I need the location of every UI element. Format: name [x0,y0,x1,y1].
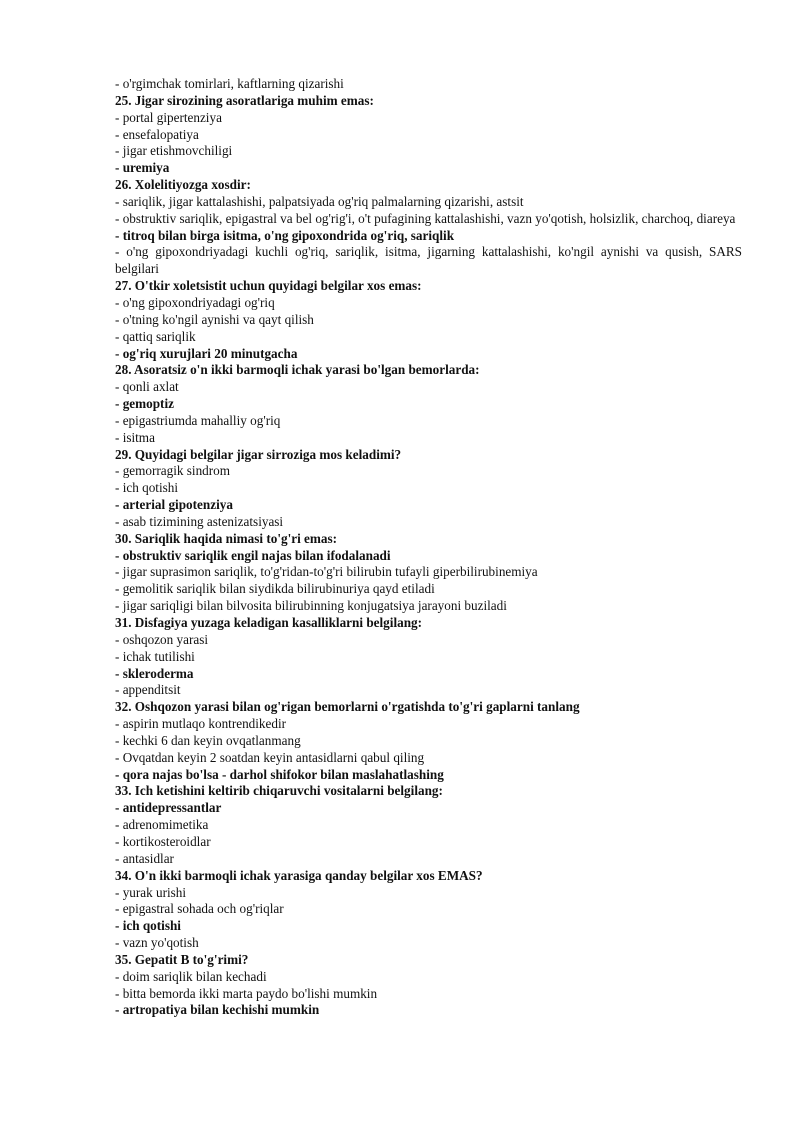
answer-option: - vazn yo'qotish [115,935,199,951]
answer-option: - adrenomimetika [115,817,209,833]
answer-option: - jigar sariqligi bilan bilvosita bilirubinning konjugatsiya jarayoni buziladi [115,598,507,614]
answer-option: - aspirin mutlaqo kontrendikedir [115,716,287,732]
answer-option: - epigastral sohada och og'riqlar [115,901,284,917]
answer-option-correct: - gemoptiz [115,396,174,412]
question-heading: 35. Gepatit B to'g'rimi? [115,951,249,967]
question-heading: 29. Quyidagi belgilar jigar sirroziga mos keladimi? [115,446,402,462]
answer-option-correct: - skleroderma [115,665,194,681]
answer-option-correct: - qora najas bo'lsa - darhol shifokor bilan maslahatlashing [115,766,444,782]
answer-option: - isitma [115,429,155,445]
question-heading: 30. Sariqlik haqida nimasi to'g'ri emas: [115,530,338,546]
answer-option-correct: - arterial gipotenziya [115,497,233,513]
answer-option-correct: - uremiya [115,160,170,176]
answer-option: - jigar suprasimon sariqlik, to'g'ridan-to'g'ri bilirubin tufayli giperbilirubinemiya [115,564,538,580]
answer-option-correct: - artropatiya bilan kechishi mumkin [115,1002,320,1018]
answer-option: - epigastriumda mahalliy og'riq [115,412,281,428]
answer-option-correct: - ich qotishi [115,918,181,934]
answer-option: - kortikosteroidlar [115,833,211,849]
answer-option: - yurak urishi [115,884,187,900]
answer-option: - o'ng gipoxondriyadagi og'riq [115,294,275,310]
answer-option: - o'ng gipoxondriyadagi kuchli og'riq, sariqlik, isitma, jigarning kattalashishi, ko'ngil aynishi va qusish, SARS belgilari [115,244,742,277]
answer-option: - qattiq sariqlik [115,328,196,344]
answer-option: - obstruktiv sariqlik, epigastral va bel og'rig'i, o't pufagining kattalashishi, vazn yo'qotish, holsizlik, charchoq, diareya [115,210,736,226]
answer-option: - jigar etishmovchiligi [115,143,233,159]
answer-option: - o'tning ko'ngil aynishi va qayt qilish [115,311,314,327]
answer-option: - Ovqatdan keyin 2 soatdan keyin antasidlarni qabul qiling [115,749,425,765]
answer-option: - kechki 6 dan keyin ovqatlanmang [115,732,301,748]
answer-option-correct: - obstruktiv sariqlik engil najas bilan ifodalanadi [115,547,391,563]
answer-option: - ich qotishi [115,480,179,496]
answer-option: - doim sariqlik bilan kechadi [115,968,267,984]
answer-option: - antasidlar [115,850,174,866]
answer-option: - asab tizimining astenizatsiyasi [115,513,284,529]
question-heading: 25. Jigar sirozining asoratlariga muhim emas: [115,92,374,108]
answer-option: - bitta bemorda ikki marta paydo bo'lishi mumkin [115,985,378,1001]
question-heading: 28. Asoratsiz o'n ikki barmoqli ichak yarasi bo'lgan bemorlarda: [115,362,480,378]
answer-option-correct: - titroq bilan birga isitma, o'ng gipoxondrida og'riq, sariqlik [115,227,455,243]
document-page [115,76,742,1019]
answer-option: - ichak tutilishi [115,648,195,664]
answer-option: - portal gipertenziya [115,109,222,125]
question-heading: 33. Ich ketishini keltirib chiqaruvchi vositalarni belgilang: [115,783,443,799]
question-heading: 34. O'n ikki barmoqli ichak yarasiga qanday belgilar xos EMAS? [115,867,483,883]
answer-option: - oshqozon yarasi [115,631,209,647]
answer-option: - o'rgimchak tomirlari, kaftlarning qizarishi [115,76,344,91]
answer-option: - gemorragik sindrom [115,463,230,479]
answer-option: - qonli axlat [115,379,179,395]
answer-option-correct: - og'riq xurujlari 20 minutgacha [115,345,298,361]
answer-option: - appenditsit [115,682,181,698]
question-heading: 31. Disfagiya yuzaga keladigan kasalliklarni belgilang: [115,615,423,630]
answer-option: - gemolitik sariqlik bilan siydikda bilirubinuriya qayd etiladi [115,581,435,597]
question-heading: 27. O'tkir xoletsistit uchun quyidagi belgilar xos emas: [115,278,422,294]
answer-option: - ensefalopatiya [115,126,199,142]
answer-option: - sariqlik, jigar kattalashishi, palpatsiyada og'riq palmalarning qizarishi, astsit [115,193,524,209]
answer-option-correct: - antidepressantlar [115,800,222,816]
question-heading: 26. Xolelitiyozga xosdir: [115,177,251,193]
question-heading: 32. Oshqozon yarasi bilan og'rigan bemorlarni o'rgatishda to'g'ri gaplarni tanlang [115,699,580,715]
